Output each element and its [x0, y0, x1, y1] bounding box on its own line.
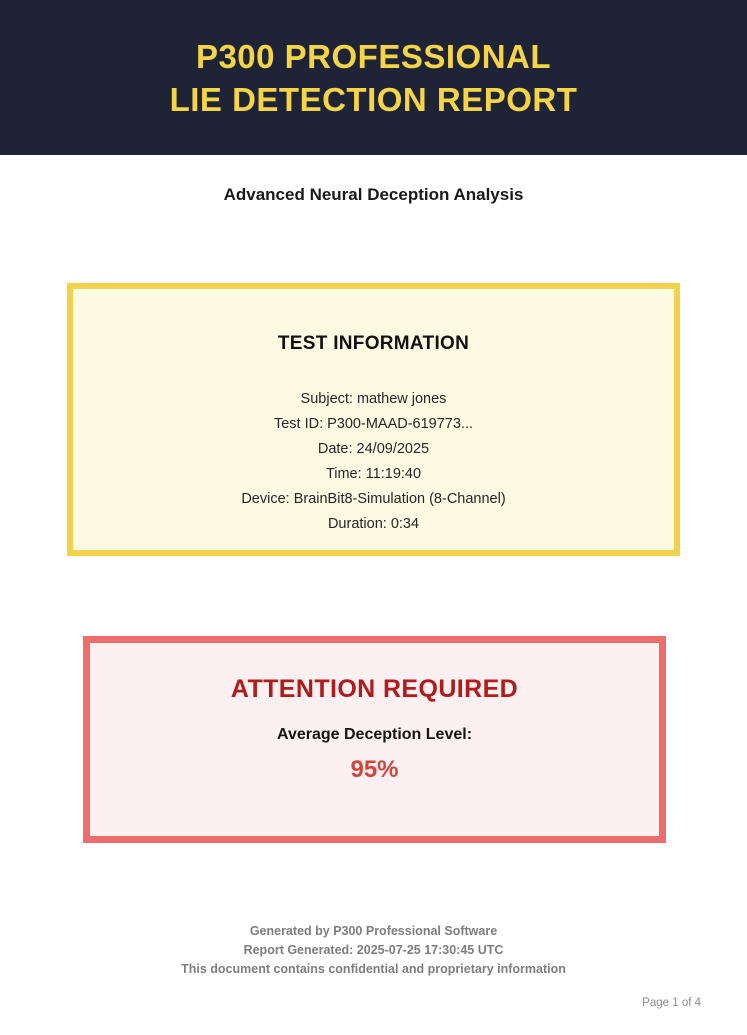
- test-information-subject: Subject: mathew jones: [300, 391, 447, 407]
- attention-required-inner: [90, 643, 659, 836]
- report-title-line-2: LIE DETECTION REPORT: [169, 80, 578, 118]
- report-subtitle: Advanced Neural Deception Analysis: [223, 185, 524, 204]
- test-information-device: Device: BrainBit8-Simulation (8-Channel): [241, 491, 506, 507]
- test-information-heading: TEST INFORMATION: [277, 333, 470, 354]
- report-header: [0, 0, 747, 155]
- attention-required-panel: [83, 636, 666, 843]
- average-deception-level-label: Average Deception Level:: [276, 726, 473, 743]
- report-title-line-1: P300 PROFESSIONAL: [195, 37, 552, 75]
- report-footer: [0, 922, 747, 979]
- footer-generated-by: Generated by P300 Professional Software: [249, 924, 498, 938]
- test-information-panel: [67, 283, 680, 556]
- attention-required-heading: ATTENTION REQUIRED: [230, 675, 519, 703]
- test-information-list: [73, 387, 674, 537]
- footer-confidentiality-notice: This document contains confidential and proprietary information: [181, 962, 566, 976]
- test-information-duration: Duration: 0:34: [327, 516, 420, 532]
- test-information-date: Date: 24/09/2025: [317, 441, 430, 457]
- page-number: Page 1 of 4: [642, 997, 701, 1009]
- test-information-time: Time: 11:19:40: [325, 466, 422, 482]
- test-information-test-id: Test ID: P300-MAAD-619773...: [273, 416, 474, 432]
- footer-generated-timestamp: Report Generated: 2025-07-25 17:30:45 UTC: [243, 943, 504, 957]
- average-deception-level-value: 95%: [350, 756, 399, 783]
